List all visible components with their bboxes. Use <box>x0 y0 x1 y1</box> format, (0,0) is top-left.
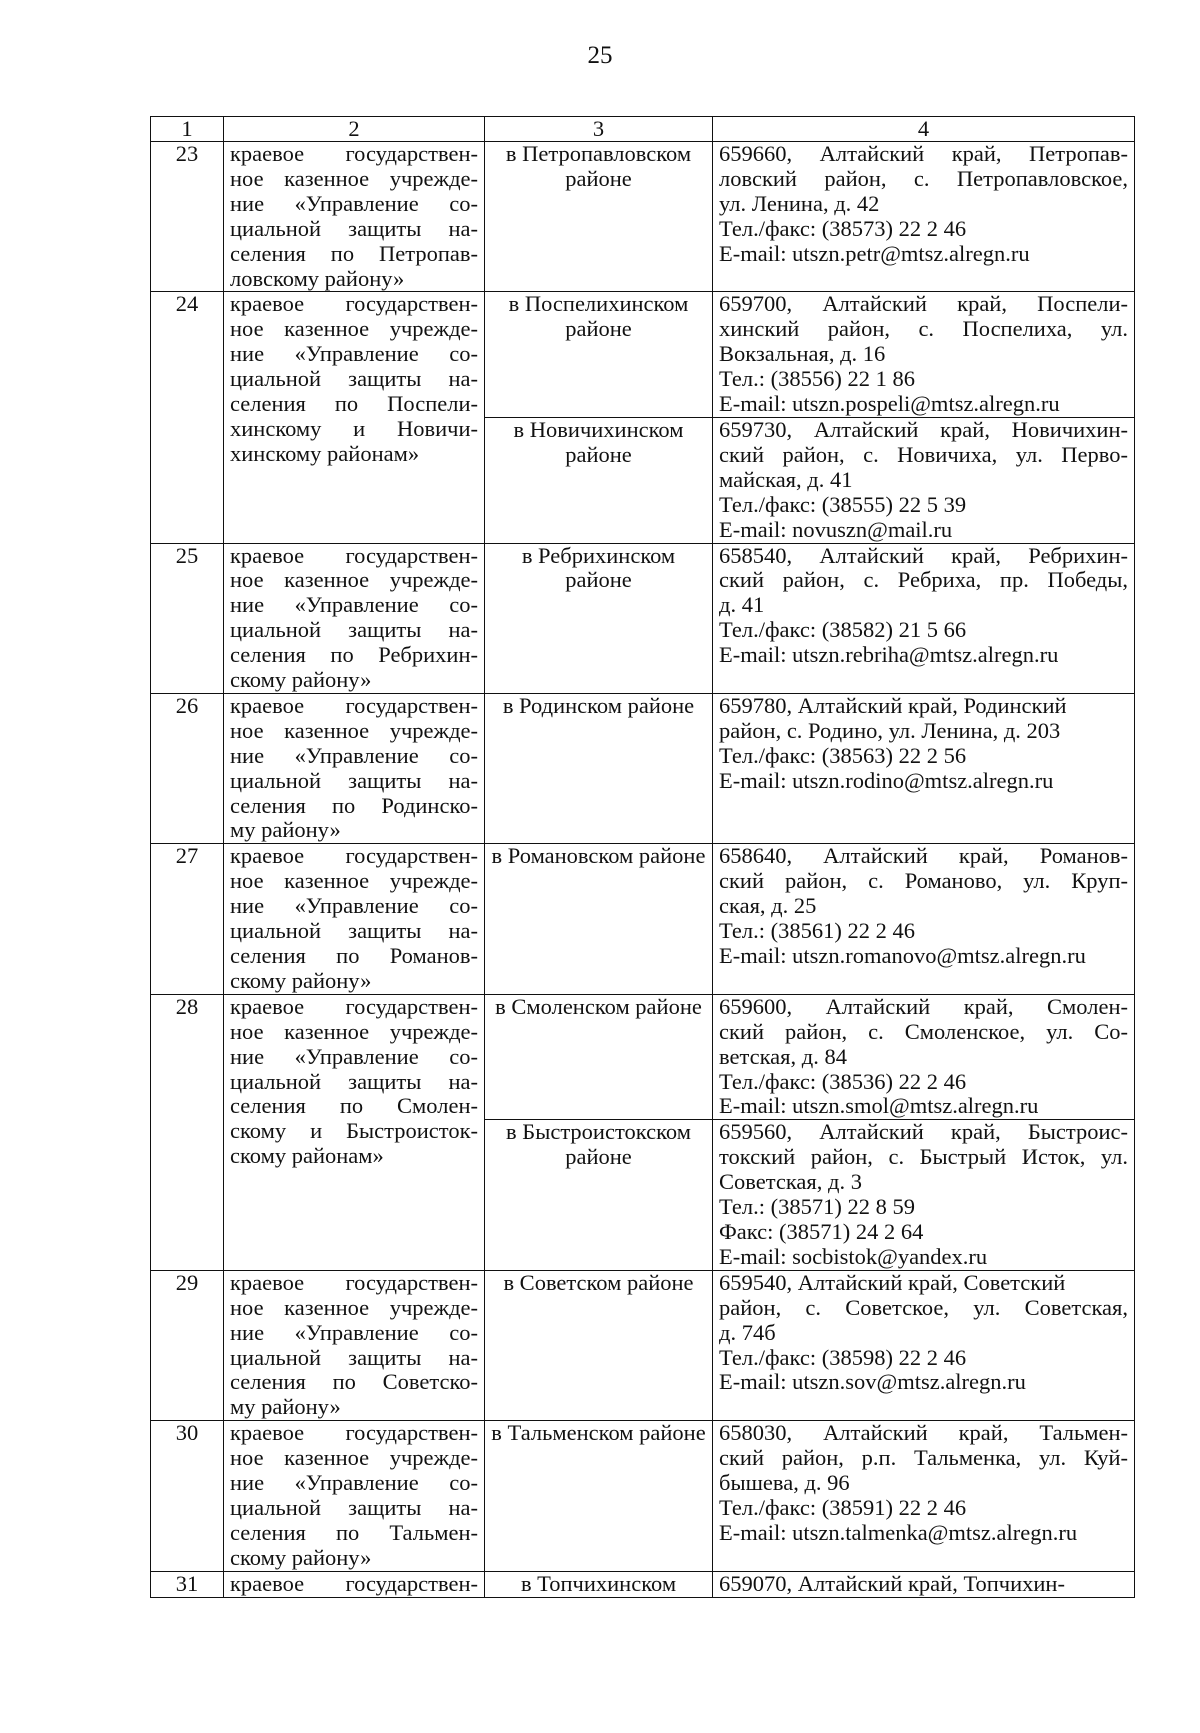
email-line: E-mail: utszn.rebriha@mtsz.alregn.ru <box>719 642 1059 668</box>
email-line: E-mail: utszn.talmenka@mtsz.alregn.ru <box>719 1519 1078 1545</box>
address-contacts <box>713 292 1135 418</box>
address-line: Тел./факс: (38582) 21 5 66 <box>719 617 967 643</box>
institution-name-line: скому району» <box>230 1544 372 1570</box>
institution-name-line: ное казенное учрежде- <box>230 717 478 743</box>
institution-name-line: краевое государствен- <box>230 993 478 1019</box>
email-line: E-mail: utszn.petr@mtsz.alregn.ru <box>719 240 1030 266</box>
institution-name-line: селения по Советско- <box>230 1369 478 1395</box>
institution-name-line: краевое государствен- <box>230 291 478 317</box>
institution-name-line: циальной защиты на- <box>230 1068 478 1094</box>
institution-name-line: краевое государствен- <box>230 1571 478 1596</box>
address-line: токский район, с. Быстрый Исток, ул. <box>719 1144 1128 1170</box>
institution-name-line: ние «Управление со- <box>230 1043 478 1069</box>
institution-name <box>224 292 485 543</box>
district: в Родинском районе <box>485 693 713 843</box>
address-line: Тел.: (38556) 22 1 86 <box>719 366 915 392</box>
institution-name-line: му району» <box>230 817 341 843</box>
institution-name-line: краевое государствен- <box>230 141 478 166</box>
institution-name <box>224 543 485 693</box>
address-line: 659070, Алтайский край, Топчихин- <box>719 1571 1065 1596</box>
address-line: ский район, р.п. Тальменка, ул. Куй- <box>719 1445 1128 1471</box>
address-line: Тел.: (38561) 22 2 46 <box>719 918 915 944</box>
district: в Петропавловском районе <box>485 142 713 292</box>
page-number: 25 <box>587 42 613 69</box>
institution-name-line: ловскому району» <box>230 265 405 291</box>
institution-name-line: селения по Родинско- <box>230 792 478 818</box>
address-line: ловский район, с. Петропавловское, <box>719 165 1128 191</box>
address-line: 659780, Алтайский край, Родинский <box>719 692 1067 718</box>
district: в Ребрихинском районе <box>485 543 713 693</box>
address-line: 659600, Алтайский край, Смолен- <box>719 993 1128 1019</box>
address-contacts <box>713 543 1135 693</box>
column-number-4: 4 <box>713 117 1135 142</box>
address-line: Факс: (38571) 24 2 64 <box>719 1218 924 1244</box>
address-line: 659560, Алтайский край, Быстроис- <box>719 1119 1128 1145</box>
district: в Тальменском районе <box>485 1421 713 1571</box>
institution-name-line: ние «Управление со- <box>230 1319 478 1345</box>
address-line: Советская, д. 3 <box>719 1169 862 1195</box>
institution-name-line: скому и Быстроисток- <box>230 1118 478 1144</box>
address-contacts <box>713 417 1135 543</box>
address-contacts <box>713 1270 1135 1420</box>
address-line: 659700, Алтайский край, Поспели- <box>719 291 1128 317</box>
address-line: Тел.: (38571) 22 8 59 <box>719 1194 915 1220</box>
district: в Романовском районе <box>485 844 713 994</box>
address-line: Тел./факс: (38555) 22 5 39 <box>719 491 967 517</box>
email-line: E-mail: utszn.rodino@mtsz.alregn.ru <box>719 767 1054 793</box>
institution-name-line: скому районам» <box>230 1143 384 1169</box>
column-number-2: 2 <box>224 117 485 142</box>
address-contacts <box>713 142 1135 292</box>
address-line: майская, д. 41 <box>719 466 853 492</box>
address-line: Тел./факс: (38591) 22 2 46 <box>719 1494 967 1520</box>
row-number: 26 <box>151 693 224 843</box>
institution-name-line: краевое государствен- <box>230 843 478 869</box>
district: в Быстроистокском районе <box>485 1120 713 1270</box>
institution-name-line: скому району» <box>230 967 372 993</box>
row-number: 23 <box>151 142 224 292</box>
address-line: ский район, с. Новичиха, ул. Перво- <box>719 441 1128 467</box>
address-contacts <box>713 1120 1135 1270</box>
institution-name-line: ное казенное учрежде- <box>230 165 478 191</box>
row-number: 29 <box>151 1270 224 1420</box>
table-row <box>151 1270 1135 1420</box>
district: в Смоленском районе <box>485 994 713 1120</box>
address-line: ская, д. 25 <box>719 893 817 919</box>
institution-name-line: селения по Поспели- <box>230 391 478 417</box>
address-line: ский район, с. Романово, ул. Круп- <box>719 868 1128 894</box>
institution-name-line: циальной защиты на- <box>230 1494 478 1520</box>
address-line: Тел./факс: (38573) 22 2 46 <box>719 215 967 241</box>
institution-name-line: ное казенное учрежде- <box>230 316 478 342</box>
district: в Новичихинском районе <box>485 417 713 543</box>
email-line: E-mail: utszn.romanovo@mtsz.alregn.ru <box>719 943 1086 968</box>
institution-name-line: ное казенное учрежде- <box>230 1294 478 1320</box>
institution-name <box>224 844 485 994</box>
district: в Поспелихинском районе <box>485 292 713 418</box>
table-row <box>151 292 1135 418</box>
institution-name <box>224 1270 485 1420</box>
institution-name-line: ное казенное учрежде- <box>230 1445 478 1471</box>
address-line: ветская, д. 84 <box>719 1043 847 1069</box>
institution-name <box>224 994 485 1270</box>
institution-name-line: циальной защиты на- <box>230 767 478 793</box>
district: в Топчихинском <box>485 1571 713 1597</box>
address-line: д. 74б <box>719 1319 776 1345</box>
institution-name-line: ние «Управление со- <box>230 1470 478 1496</box>
institution-name-line: ние «Управление со- <box>230 893 478 919</box>
institution-name-line: селения по Смолен- <box>230 1093 478 1119</box>
institution-name-line: циальной защиты на- <box>230 215 478 241</box>
address-line: хинский район, с. Поспелиха, ул. <box>719 316 1128 342</box>
column-number-3: 3 <box>485 117 713 142</box>
email-line: E-mail: novuszn@mail.ru <box>719 516 953 542</box>
email-line: E-mail: utszn.pospeli@mtsz.alregn.ru <box>719 391 1060 417</box>
institution-name-line: му району» <box>230 1394 341 1420</box>
institution-name-line: циальной защиты на- <box>230 1344 478 1370</box>
row-number: 28 <box>151 994 224 1270</box>
table-row <box>151 844 1135 994</box>
table-row <box>151 142 1135 292</box>
institution-name-line: краевое государствен- <box>230 1420 478 1446</box>
address-line: район, с. Советское, ул. Советская, <box>719 1294 1128 1320</box>
address-contacts <box>713 994 1135 1120</box>
address-contacts <box>713 1421 1135 1571</box>
address-line: 659730, Алтайский край, Новичихин- <box>719 416 1128 442</box>
address-line: ский район, с. Ребриха, пр. Победы, <box>719 567 1128 593</box>
row-number: 27 <box>151 844 224 994</box>
address-line: 658640, Алтайский край, Романов- <box>719 843 1128 869</box>
row-number: 25 <box>151 543 224 693</box>
table-row <box>151 994 1135 1120</box>
email-line: E-mail: socbistok@yandex.ru <box>719 1243 988 1269</box>
address-contacts <box>713 844 1135 994</box>
row-number: 31 <box>151 1571 224 1597</box>
table-row <box>151 693 1135 843</box>
institution-name-line: селения по Тальмен- <box>230 1519 478 1545</box>
address-line: Вокзальная, д. 16 <box>719 341 886 367</box>
institution-name-line: ние «Управление со- <box>230 190 478 216</box>
address-line: район, с. Родино, ул. Ленина, д. 203 <box>719 717 1061 743</box>
institution-name-line: краевое государствен- <box>230 1269 478 1295</box>
address-line: Тел./факс: (38598) 22 2 46 <box>719 1344 967 1370</box>
institution-name-line: селения по Ребрихин- <box>230 642 478 668</box>
table-row <box>151 1571 1135 1597</box>
address-contacts <box>713 1571 1135 1597</box>
institution-name-line: ное казенное учрежде- <box>230 1018 478 1044</box>
address-contacts <box>713 693 1135 843</box>
institution-name <box>224 693 485 843</box>
institution-name-line: ное казенное учрежде- <box>230 567 478 593</box>
table-row <box>151 543 1135 693</box>
address-line: Тел./факс: (38536) 22 2 46 <box>719 1068 967 1094</box>
institution-name-line: ние «Управление со- <box>230 742 478 768</box>
column-number-row <box>151 117 1135 142</box>
institution-name-line: ние «Управление со- <box>230 592 478 618</box>
address-line: ский район, с. Смоленское, ул. Со- <box>719 1018 1128 1044</box>
address-line: бышева, д. 96 <box>719 1470 850 1496</box>
institution-name-line: краевое государствен- <box>230 542 478 568</box>
table-row <box>151 1421 1135 1571</box>
institution-name-line: скому району» <box>230 667 372 693</box>
institution-name-line: хинскому и Новичи- <box>230 415 478 441</box>
row-number: 30 <box>151 1421 224 1571</box>
address-line: 659540, Алтайский край, Советский <box>719 1269 1066 1295</box>
institution-name <box>224 1571 485 1597</box>
institution-name-line: циальной защиты на- <box>230 918 478 944</box>
institution-name-line: циальной защиты на- <box>230 366 478 392</box>
address-line: 658030, Алтайский край, Тальмен- <box>719 1420 1128 1446</box>
institution-name-line: циальной защиты на- <box>230 617 478 643</box>
column-number-1: 1 <box>151 117 224 142</box>
institution-name-line: краевое государствен- <box>230 692 478 718</box>
institution-name-line: селения по Романов- <box>230 943 478 968</box>
registry-body <box>151 117 1135 1598</box>
institution-name-line: хинскому районам» <box>230 440 420 466</box>
email-line: E-mail: utszn.sov@mtsz.alregn.ru <box>719 1369 1026 1395</box>
institution-name-line: ное казенное учрежде- <box>230 868 478 894</box>
institution-name <box>224 142 485 292</box>
address-line: Тел./факс: (38563) 22 2 56 <box>719 742 967 768</box>
institution-name <box>224 1421 485 1571</box>
institution-name-line: ние «Управление со- <box>230 341 478 367</box>
address-line: 658540, Алтайский край, Ребрихин- <box>719 542 1128 568</box>
address-line: д. 41 <box>719 592 765 618</box>
institution-name-line: селения по Петропав- <box>230 240 478 266</box>
address-line: 659660, Алтайский край, Петропав- <box>719 141 1128 166</box>
email-line: E-mail: utszn.smol@mtsz.alregn.ru <box>719 1093 1039 1119</box>
district: в Советском районе <box>485 1270 713 1420</box>
registry-table <box>150 116 1135 1598</box>
address-line: ул. Ленина, д. 42 <box>719 190 880 216</box>
row-number: 24 <box>151 292 224 543</box>
